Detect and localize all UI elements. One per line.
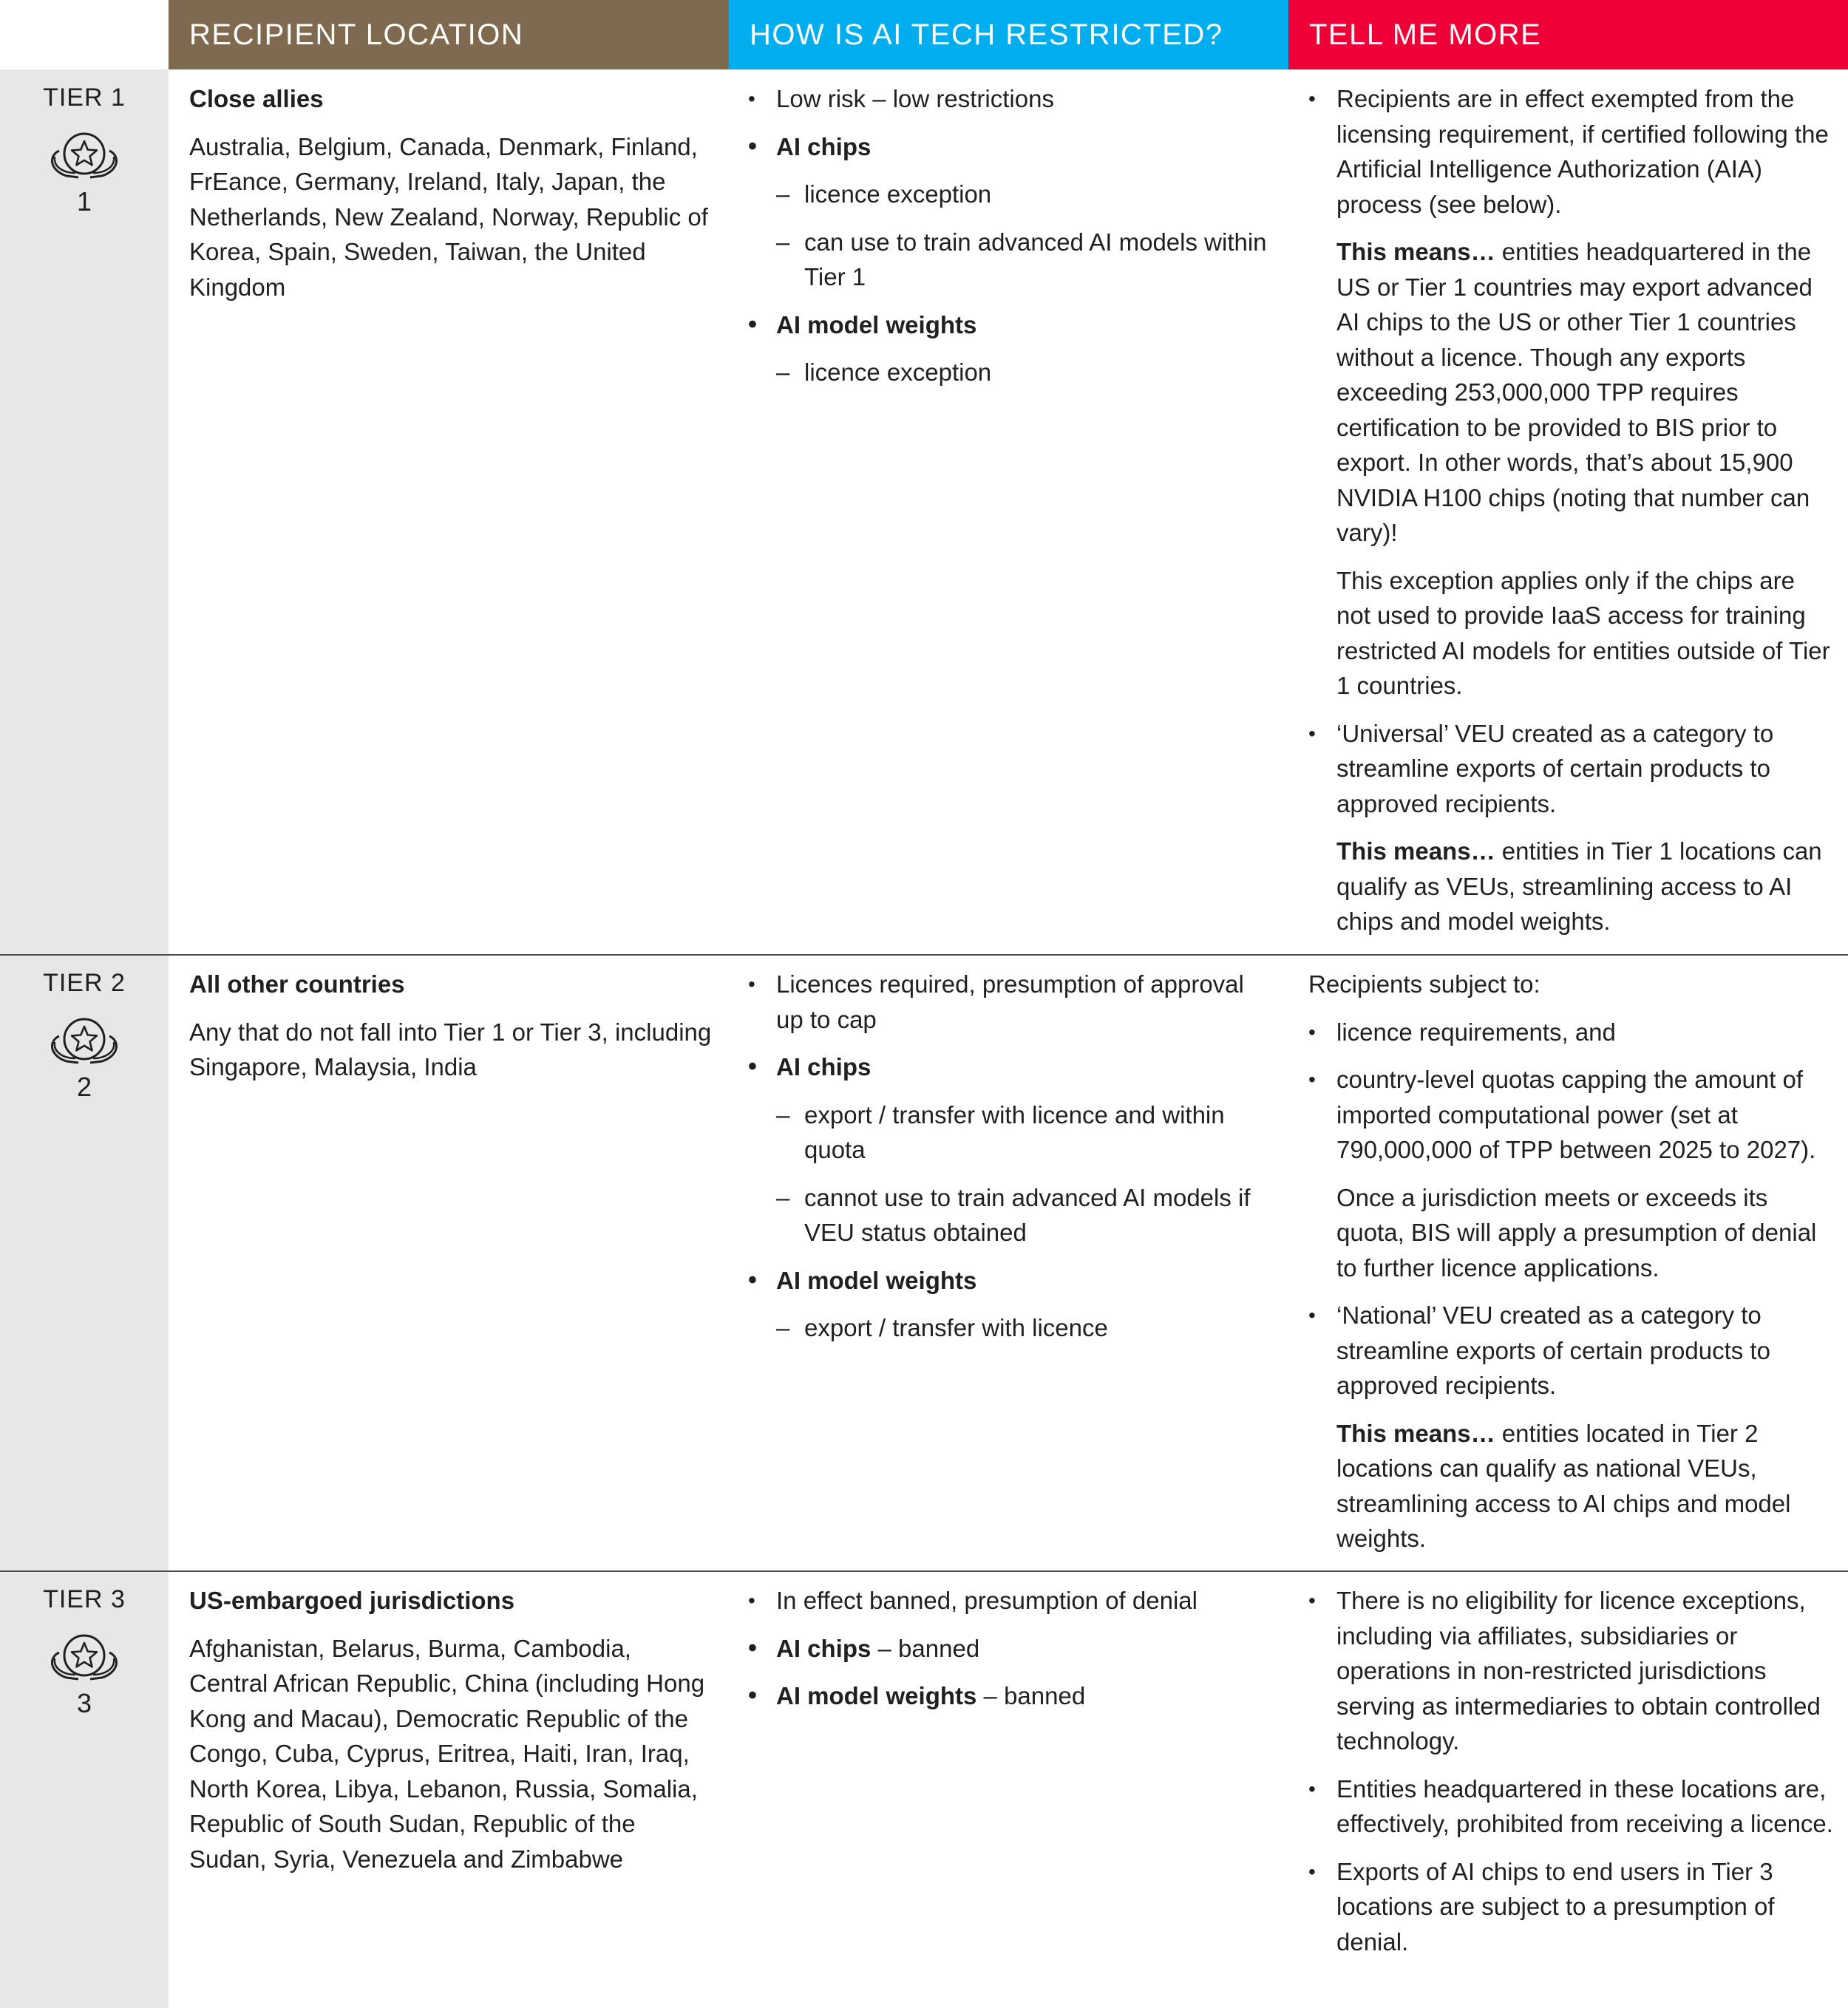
tier-number: 1: [76, 186, 92, 217]
sub-item: – export / transfer with licence and within quota: [748, 1097, 1273, 1168]
tier-more-cell: [1308, 967, 1833, 1569]
header-tell-me-more: TELL ME MORE: [1288, 0, 1848, 69]
list-item: [748, 1263, 1273, 1299]
tier-badge: [40, 1010, 129, 1106]
tier-badge: [40, 124, 129, 220]
row-divider: [0, 954, 1848, 956]
header-how-restricted: HOW IS AI TECH RESTRICTED?: [729, 0, 1288, 69]
tier-how-cell: [748, 81, 1273, 403]
explanation-text: This means… entities in Tier 1 locations can qualify as VEUs, streamlining access to AI chips and model weights.: [1336, 837, 1822, 935]
tier-label: TIER 2: [43, 969, 126, 997]
list-item: • In effect banned, presumption of denial: [748, 1583, 1273, 1619]
star-hands-icon: [44, 124, 124, 186]
explanation-text: This means… entities headquartered in the US or Tier 1 countries may export advanced AI chips to the US or other Tier 1 countries without a licence. Though any exports exceeding 253,000,000 TPP requires certification to be provided to BIS prior to export. In other words, that’s about 15,900 NVIDIA H100 chips (noting that number can vary)!: [1336, 238, 1813, 546]
list-item: • ‘Universal’ VEU created as a category to streamline exports of certain products to approved recipients.: [1308, 716, 1833, 822]
tier-number: 3: [76, 1688, 92, 1718]
ai-model-weights-label: AI model weights: [776, 310, 977, 338]
explanation-text: This means… entities located in Tier 2 locations can qualify as national VEUs, streamlining access to AI chips and model weights.: [1336, 1419, 1791, 1552]
tier-location-cell: [189, 1583, 716, 1889]
list-item: • ‘National’ VEU created as a category to streamline exports of certain products to approved recipients.: [1308, 1298, 1833, 1403]
star-hands-icon: [44, 1010, 124, 1072]
tier-badge: [40, 1626, 129, 1722]
tier-more-cell: [1308, 81, 1833, 952]
location-countries: Any that do not fall into Tier 1 or Tier 3, including Singapore, Malaysia, India: [189, 1018, 712, 1080]
sub-item: – can use to train advanced AI models within Tier 1: [748, 225, 1273, 295]
list-item: • AI chips – banned: [748, 1631, 1273, 1667]
header-recipient-location: RECIPIENT LOCATION: [169, 0, 729, 69]
list-item: • Low risk – low restrictions: [748, 81, 1273, 117]
tier-number: 2: [76, 1072, 92, 1102]
location-countries: Afghanistan, Belarus, Burma, Cambodia, Central African Republic, China (including Hong Kong and Macau), Democratic Republic of the Congo, Cuba, Cyprus, Eritrea, Haiti, Iran, Iraq, North Korea, Libya, Lebanon, Russia, Somalia, Republic of South Sudan, Republic of the Sudan, Syria, Venezuela and Zimbabwe: [189, 1634, 705, 1873]
list-item: • Licences required, presumption of approval up to cap: [748, 967, 1273, 1037]
list-item: • AI model weights – banned: [748, 1678, 1273, 1714]
list-item: • There is no eligibility for licence exceptions, including via affiliates, subsidiaries or operations in non-restricted jurisdictions serving as intermediaries to obtain controlled technology.: [1308, 1583, 1833, 1759]
list-item: • licence requirements, and: [1308, 1015, 1833, 1050]
list-item: • country-level quotas capping the amount of imported computational power (set at 790,000,000 of TPP between 2025 to 2027).: [1308, 1062, 1833, 1168]
sub-item: – export / transfer with licence: [748, 1310, 1273, 1346]
row-divider: [0, 1570, 1848, 1572]
tier-more-cell: [1308, 1583, 1833, 1972]
list-item: [748, 1049, 1273, 1085]
star-hands-icon: [44, 1626, 124, 1688]
location-title: All other countries: [189, 970, 405, 998]
location-title: Close allies: [189, 85, 324, 112]
ai-model-weights-label: AI model weights: [776, 1682, 977, 1709]
list-item: [748, 307, 1273, 343]
list-item: • Entities headquartered in these locations are, effectively, prohibited from receiving a licence.: [1308, 1772, 1833, 1842]
ai-chips-label: AI chips: [776, 132, 872, 160]
tier-location-cell: [189, 81, 716, 317]
ai-chips-label: AI chips: [776, 1053, 872, 1080]
tier-how-cell: [748, 967, 1273, 1358]
ai-model-weights-label: AI model weights: [776, 1266, 977, 1294]
tier-how-cell: [748, 1583, 1273, 1726]
sub-item: – licence exception: [748, 177, 1273, 212]
sub-item: – licence exception: [748, 355, 1273, 390]
tier-label: TIER 1: [43, 84, 126, 112]
location-countries: Australia, Belgium, Canada, Denmark, Finland, FrEance, Germany, Ireland, Italy, Japan, the Netherlands, New Zealand, Norway, Republic of Korea, Spain, Sweden, Taiwan, the United Kingdom: [189, 132, 708, 301]
list-item: [748, 129, 1273, 165]
ai-chips-label: AI chips: [776, 1634, 872, 1662]
explanation-intro: Recipients subject to:: [1308, 970, 1540, 998]
tier-location-cell: [189, 967, 716, 1097]
explanation-text: This exception applies only if the chips are not used to provide IaaS access for training restricted AI models for entities outside of Tier 1 countries.: [1336, 566, 1830, 699]
list-item: • Recipients are in effect exempted from the licensing requirement, if certified following the Artificial Intelligence Authorization (AIA) process (see below).: [1308, 81, 1833, 222]
list-item: • Exports of AI chips to end users in Tier 3 locations are subject to a presumption of denial.: [1308, 1854, 1833, 1960]
location-title: US-embargoed jurisdictions: [189, 1587, 515, 1614]
sub-item: – cannot use to train advanced AI models if VEU status obtained: [748, 1180, 1273, 1250]
explanation-text: Once a jurisdiction meets or exceeds its quota, BIS will apply a presumption of denial to further licence applications.: [1336, 1183, 1817, 1282]
tier-label: TIER 3: [43, 1585, 126, 1613]
